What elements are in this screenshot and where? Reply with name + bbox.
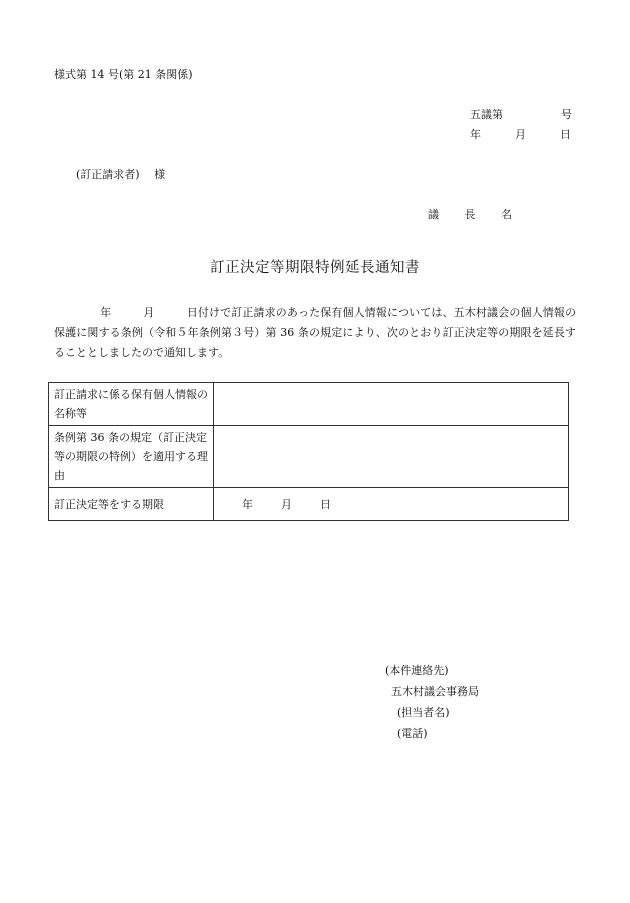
row-label-reason: 条例第 36 条の規定（訂正決定等の期限の特例）を適用する理由 <box>49 426 214 488</box>
addressee: (訂正請求者) 様 <box>76 168 166 181</box>
table-row <box>49 426 569 488</box>
contact-phone: (電話) <box>397 727 428 740</box>
form-number: 様式第 14 号(第 21 条関係) <box>54 68 193 81</box>
body-month: 月 <box>143 306 155 319</box>
notice-table <box>48 382 569 521</box>
contact-heading: (本件連絡先) <box>385 664 449 677</box>
deadline-day: 日 <box>320 497 331 511</box>
table-row <box>49 488 569 521</box>
row-label-info-name: 訂正請求に係る保有個人情報の名称等 <box>49 383 214 426</box>
issue-date-month: 月 <box>515 128 526 141</box>
deadline-year: 年 <box>242 497 253 511</box>
row-value-info-name <box>214 383 569 426</box>
issue-date <box>470 126 571 142</box>
body-year: 年 <box>100 306 112 319</box>
issue-date-day: 日 <box>560 128 571 141</box>
body-paragraph <box>54 303 576 363</box>
row-value-deadline <box>214 488 569 521</box>
contact-person: (担当者名) <box>397 706 450 719</box>
contact-office: 五木村議会事務局 <box>391 685 479 698</box>
table-row <box>49 383 569 426</box>
body-text: 日付けで訂正請求のあった保有個人情報については、五木村議会の個人情報の保護に関する条例（令和５年条例第３号）第 36 条の規定により、次のとおり訂正決定等の期限を延長することとしましたので通知します。 <box>54 306 577 359</box>
contact-block <box>385 660 479 744</box>
document-number <box>470 106 572 122</box>
issue-date-year: 年 <box>470 128 481 141</box>
sender-name: 議 長 名 <box>428 208 512 221</box>
deadline-month: 月 <box>281 497 292 511</box>
row-value-reason <box>214 426 569 488</box>
document-number-prefix: 五議第 <box>470 108 503 121</box>
row-label-deadline: 訂正決定等をする期限 <box>49 488 214 521</box>
document-number-suffix: 号 <box>561 108 572 121</box>
document-title: 訂正決定等期限特例延長通知書 <box>210 260 420 276</box>
